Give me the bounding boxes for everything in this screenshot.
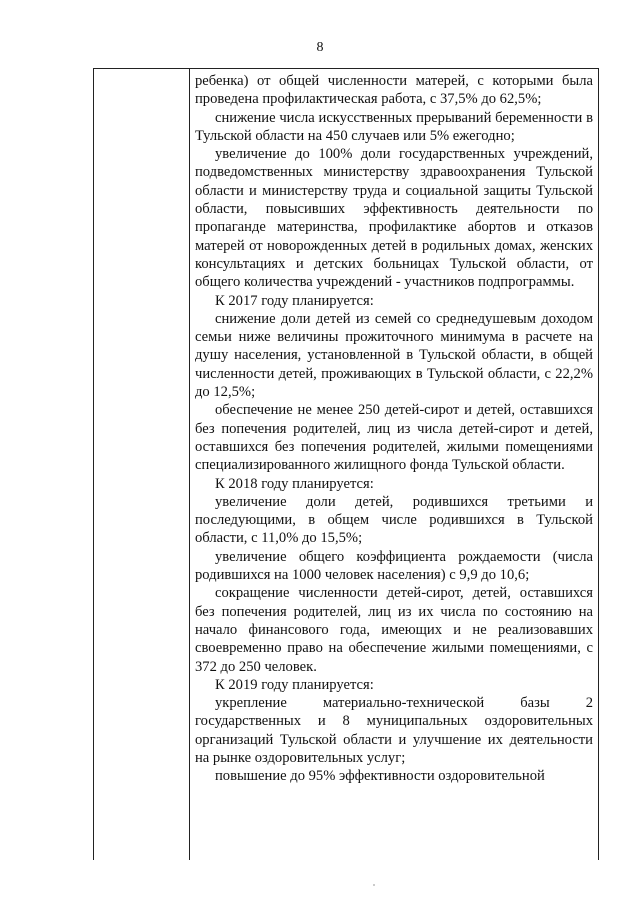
year-heading-2019: К 2019 году планируется: <box>215 676 374 693</box>
paragraph-continuation: ребенка) от общей численности матерей, с которыми была проведена профилактическая работа, с 37,5% до 62,5%; <box>195 73 593 108</box>
scan-speck <box>373 884 375 886</box>
paragraph-item: увеличение до 100% доли государственных учреждений, подведомственных министерству здравоохранения Тульской области и министерству труда и социальной защиты Тульской области, повысивших эффективность деятельности по пропаганде материнства, профилактике абортов и отказов матерей от новорожденных детей в родильных домах, женских консультациях и детских больницах Тульской области, от общего количества учреждений - участников подпрограммы. <box>195 146 593 291</box>
paragraph-item: увеличение доли детей, родившихся третьими и последующими, в общем числе родившихся в Тульской области, с 11,0% до 15,5%; <box>195 493 593 547</box>
paragraph-item: снижение числа искусственных прерываний беременности в Тульской области на 450 случаев или 5% ежегодно; <box>195 109 593 144</box>
year-heading-2017: К 2017 году планируется: <box>215 292 374 309</box>
page-number: 8 <box>316 40 324 55</box>
year-heading-2018: К 2018 году планируется: <box>215 475 374 492</box>
paragraph-item: увеличение общего коэффициента рождаемости (числа родившихся на 1000 человек населения) с 9,9 до 10,6; <box>195 548 593 584</box>
paragraph-item: обеспечение не менее 250 детей-сирот и детей, оставшихся без попечения родителей, лиц из числа детей-сирот и детей, оставшихся без попечения родителей, жилыми помещениями специализированного жилищного фонда Тульской области. <box>195 402 593 474</box>
paragraph-item: укрепление материально-технической базы 2 государственных и 8 муниципальных оздоровительных организаций Тульской области и улучшение их деятельности на рынке оздоровительных услуг; <box>195 695 593 766</box>
paragraph-item: снижение доли детей из семей со среднедушевым доходом семьи ниже величины прожиточного минимума в расчете на душу населения, установленной в Тульской области, в общей численности детей, проживающих в Тульской области, с 22,2% до 12,5%; <box>195 310 593 401</box>
paragraph-item-truncated: повышение до 95% эффективности оздоровительной <box>215 768 545 785</box>
table-right-column <box>190 69 598 860</box>
table-left-column <box>94 69 190 860</box>
document-table <box>93 68 599 860</box>
paragraph-item: сокращение численности детей-сирот, детей, оставшихся без попечения родителей, лиц из их числа по состоянию на начало финансового года, имеющих и не реализовавших своевременно право на обеспечение жилыми помещениями, с 372 до 250 человек. <box>195 585 593 675</box>
